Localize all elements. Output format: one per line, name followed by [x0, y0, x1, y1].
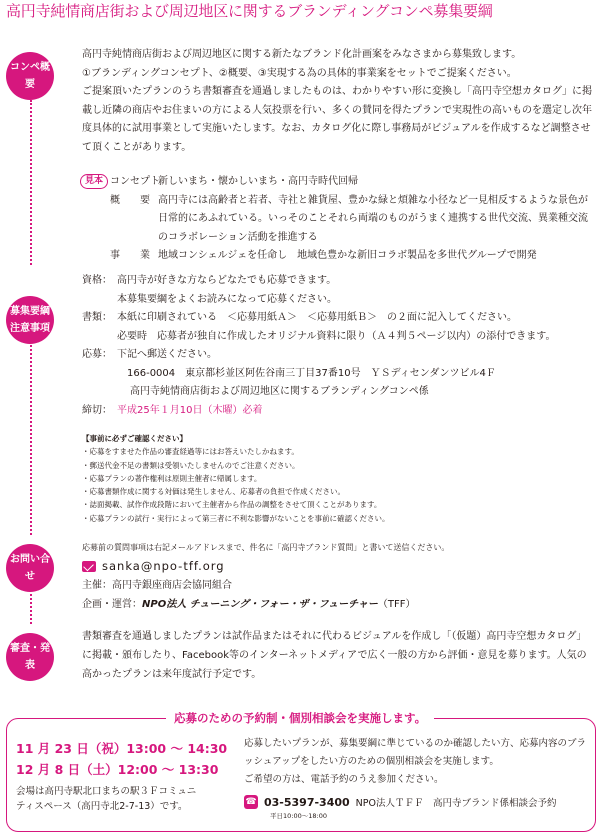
review-text: 書類審査を通過しましたプランは試作品またはそれに代わるビジュアルを作成し「（仮題）高円寺空想カタログ」に掲載・頒布したり、Facebook等のインターネットメディアで広く一般の方から評価・意見を募ります。人気の高かったプランは来年度試行予定です。: [82, 631, 587, 680]
contact-note: 応募前の質問事項は右記メールアドレスまで、件名に「高円寺ブランド質問」と書いて送信ください。: [82, 543, 450, 552]
consultation-date: 12 月 8 日（土）12:00 ～ 13:30: [16, 762, 219, 777]
submit-recipient: 高円寺純情商店街および周辺地区に関するブランディングコンペ係: [130, 386, 429, 397]
operator-prefix: 企画・運営：: [82, 599, 142, 610]
deadline-value: 平成25年１月10日（木曜）必着: [117, 404, 263, 416]
requirements-block: [82, 272, 592, 420]
qualification-line: 高円寺が好きな方ならどなたでも応募できます。: [117, 275, 337, 286]
contact-label: お問い合せ: [10, 554, 50, 582]
example-key: コンセプト: [110, 176, 160, 187]
consultation-title: 応募のための予約制・個別相談会を実施します。: [166, 710, 434, 726]
notes-block: [82, 432, 390, 525]
overview-section-badge: [6, 52, 54, 100]
consultation-date: 11 月 23 日（祝）13:00 ～ 14:30: [16, 741, 228, 756]
submit-line: 下記へ郵送ください。: [117, 349, 217, 360]
consultation-line: 応募したいプランが、募集要綱に準じているのか確認したい方、応募内容のブラッシュアップをしたい方のための個別相談会を実施します。: [244, 738, 587, 767]
venue-line: ティスペース（高円寺北2-7-13）です。: [16, 800, 188, 812]
note-item: ・応募書類作成に関する対価は発生しません、応募者の負担で作成ください。: [82, 487, 345, 497]
document-line: 本紙に印刷されている ＜応募用紙Ａ＞ ＜応募用紙Ｂ＞ の２面に記入してください。: [117, 312, 517, 323]
document-key: 書類：: [82, 312, 112, 323]
requirements-label-line: 注意事項: [10, 323, 50, 334]
section-divider: [30, 345, 34, 535]
section-divider: [30, 100, 34, 265]
overview-label: コンペ概要: [10, 62, 50, 90]
document-row: [82, 309, 592, 328]
example-badge: 見本: [80, 174, 108, 189]
example-key: 概 要: [110, 194, 150, 206]
phone-hours: 平日10:00〜18:00: [270, 812, 327, 820]
venue-line: 会場は高円寺駅北口まちの駅３Ｆコミュニ: [16, 786, 197, 797]
overview-line: 高円寺純情商店街および周辺地区に関する新たなブランド化計画案をみなさまから募集致します。: [82, 49, 522, 60]
operator-suffix: （TFF）: [377, 599, 416, 610]
qualification-key: 資格：: [82, 275, 112, 286]
overview-line: ご提案頂いたプランのうち書類審査を通過しましたものは、わかりやすい形に変換し「高円寺空想カタログ」に掲載し近隣の商店やお住まいの方による人気投票を行い、多くの賛同を得たプランで実現性の高いものを選定し次年度具体的に試用事業として実施いたします。なお、カタログ化に際し事務局がビジュアルを作成するなど調整させて頂くことがあります。: [82, 86, 592, 153]
overview-text: [82, 46, 596, 157]
section-divider: [30, 594, 34, 624]
notes-header: 【事前に必ずご確認ください】: [82, 434, 187, 443]
organizer: 主催：高円寺銀座商店会協同組合: [82, 580, 232, 591]
consultation-text: [244, 735, 592, 789]
phone-icon: ☎: [245, 797, 257, 807]
review-block: [82, 627, 594, 684]
deadline-key: 締切：: [82, 404, 112, 416]
consultation-dates: [16, 738, 227, 780]
contact-section-badge: [6, 544, 54, 592]
example-block: [80, 173, 596, 266]
phone-row: [244, 795, 557, 809]
example-value: 地域コンシェルジェを任命し 地域色豊かな新旧コラボ製品を多世代グループで開発: [158, 250, 537, 261]
review-label: 審査・発表: [10, 643, 50, 671]
note-item: ・応募をすませた作品の審査経過等にはお答えいたしかねます。: [82, 447, 299, 457]
document-line: 必要時 応募者が独自に作成したオリジナル資料に限り（Ａ４判５ページ以内）の添付できます。: [117, 330, 556, 342]
example-row: [80, 192, 596, 248]
example-key: 事 業: [110, 250, 150, 261]
example-value: 高円寺には高齢者と若者、寺社と雑貨屋、豊かな緑と煩雑な小径など一見相反するような景色が日常的にあふれている。いっそのことそれら両端のものがうまく連携する世代交流、異業種交流のコラボレーション活動を推進する: [158, 194, 588, 243]
phone-number[interactable]: 03-5397-3400: [264, 795, 350, 809]
consultation-venue: [16, 785, 196, 814]
operator-row: [82, 595, 449, 614]
requirements-section-badge: [6, 296, 54, 344]
requirements-label: [10, 303, 50, 337]
contact-block: [82, 538, 449, 614]
review-section-badge: [6, 633, 54, 681]
qualification-line: 本募集要綱をよくお読みになって応募ください。: [117, 293, 337, 305]
note-item: ・誌面掲載、試作作成段階において主催者から作品の調整をさせて頂くことがあります。: [82, 500, 382, 510]
overview-line: ①ブランディングコンセプト、②概要、③実現する為の具体的事業案をセットでご提案ください。: [82, 67, 517, 79]
submit-address: 166-0004 東京都杉並区阿佐谷南三丁目37番10号 ＹＳディセンダンツビル4Ｆ: [127, 367, 496, 379]
qualification-row: [82, 272, 592, 291]
example-value: 新しいまち・懐かしいまち・高円寺時代回帰: [158, 176, 358, 187]
operator-org: NPO法人 チューニング・フォー・ザ・フューチャー: [142, 599, 378, 610]
email-address[interactable]: sanka@npo-tff.org: [102, 559, 225, 573]
requirements-label-line: 募集要綱: [10, 306, 50, 317]
note-item: ・応募プランの著作権利は原則主催者に帰属します。: [82, 473, 262, 483]
email-row: [82, 557, 449, 576]
note-item: ・応募プランの試行・実行によって第三者に不利な影響がないことを事前に確認ください。: [82, 513, 390, 523]
note-item: ・郵送代金不足の書類は受領いたしませんのでご注意ください。: [82, 460, 300, 470]
example-row: [80, 247, 596, 266]
consultation-line: ご希望の方は、電話予約のうえ参加ください。: [244, 774, 444, 785]
example-row: [80, 173, 596, 192]
submit-key: 応募：: [82, 349, 112, 360]
page-title: 高円寺純情商店街および周辺地区に関するブランディングコンペ募集要綱: [6, 2, 493, 20]
phone-label: NPO法人ＴＦＦ 高円寺ブランド係相談会予約: [355, 798, 557, 809]
mail-icon: [82, 561, 96, 572]
submit-row: [82, 346, 592, 365]
deadline-row: [82, 402, 592, 421]
